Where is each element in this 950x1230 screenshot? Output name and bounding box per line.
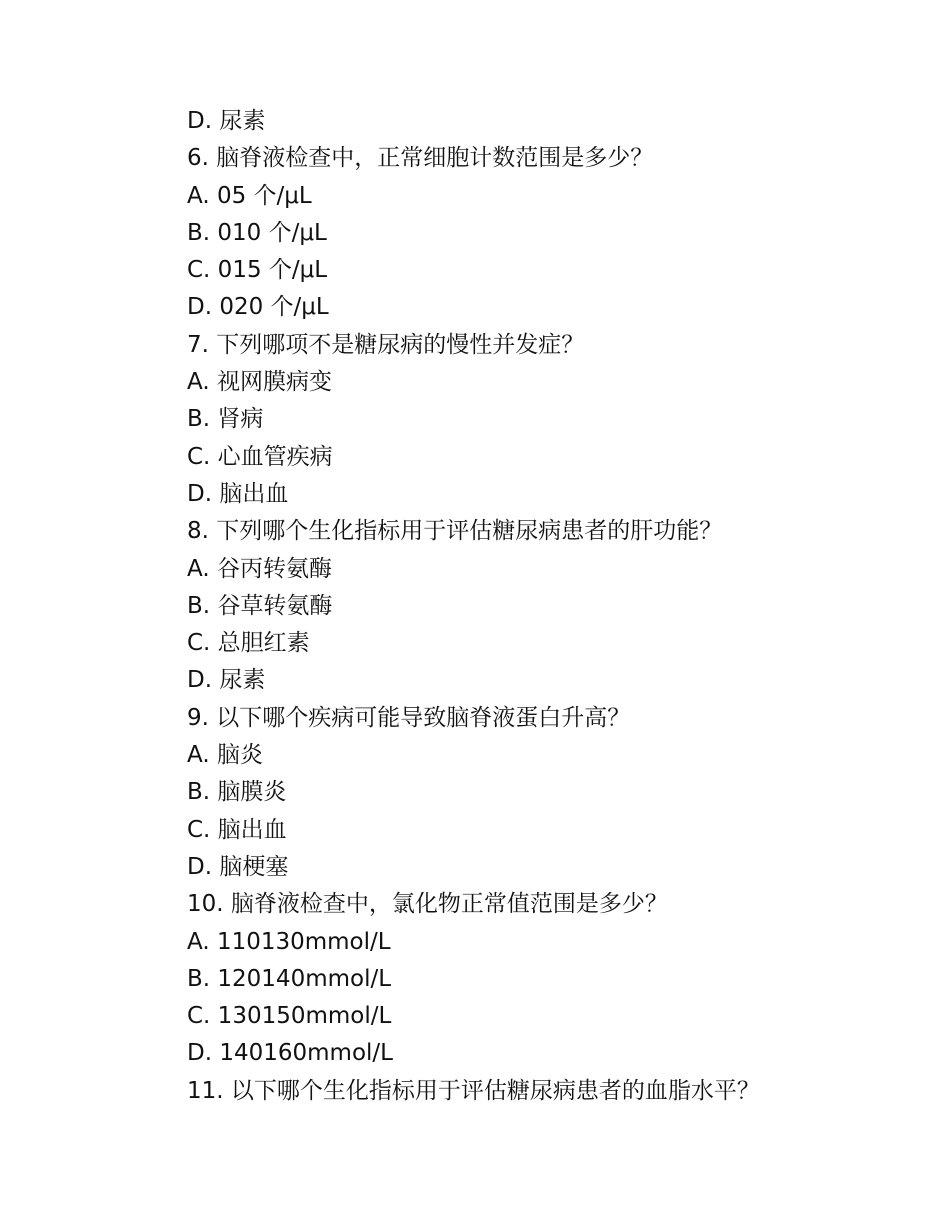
- option-line: D. 尿素: [187, 108, 266, 134]
- option-line: D. 140160mmol/L: [187, 1040, 393, 1067]
- option-line: D. 020 个/μL: [187, 294, 329, 321]
- option-line: C. 130150mmol/L: [187, 1003, 392, 1030]
- option-line: B. 脑膜炎: [187, 779, 287, 806]
- option-line: A. 脑炎: [187, 742, 263, 769]
- option-line: D. 尿素: [187, 667, 266, 694]
- option-line: B. 010 个/μL: [187, 219, 327, 246]
- option-line: D. 脑出血: [187, 480, 289, 507]
- question-line: 10. 脑脊液检查中，氯化物正常值范围是多少？: [187, 891, 668, 918]
- question-line: 8. 下列哪个生化指标用于评估糖尿病患者的肝功能？: [187, 518, 723, 545]
- question-list: [187, 103, 867, 1110]
- question-line: 11. 以下哪个生化指标用于评估糖尿病患者的血脂水平？: [187, 1077, 760, 1104]
- option-line: A. 视网膜病变: [187, 369, 332, 396]
- option-line: A. 谷丙转氨酶: [187, 555, 332, 582]
- option-line: D. 脑梗塞: [187, 853, 289, 880]
- option-line: C. 总胆红素: [187, 630, 310, 657]
- option-line: C. 015 个/μL: [187, 257, 328, 284]
- question-line: 6. 脑脊液检查中，正常细胞计数范围是多少？: [187, 145, 654, 172]
- question-line: 9. 以下哪个疾病可能导致脑脊液蛋白升高？: [187, 704, 631, 731]
- option-line: C. 心血管疾病: [187, 443, 333, 470]
- option-line: B. 谷草转氨酶: [187, 592, 333, 619]
- option-line: A. 05 个/μL: [187, 182, 312, 209]
- option-line: A. 110130mmol/L: [187, 928, 391, 955]
- question-line: 7. 下列哪项不是糖尿病的慢性并发症？: [187, 331, 585, 358]
- option-line: B. 120140mmol/L: [187, 965, 392, 992]
- option-line: B. 肾病: [187, 406, 264, 433]
- option-line: C. 脑出血: [187, 816, 287, 843]
